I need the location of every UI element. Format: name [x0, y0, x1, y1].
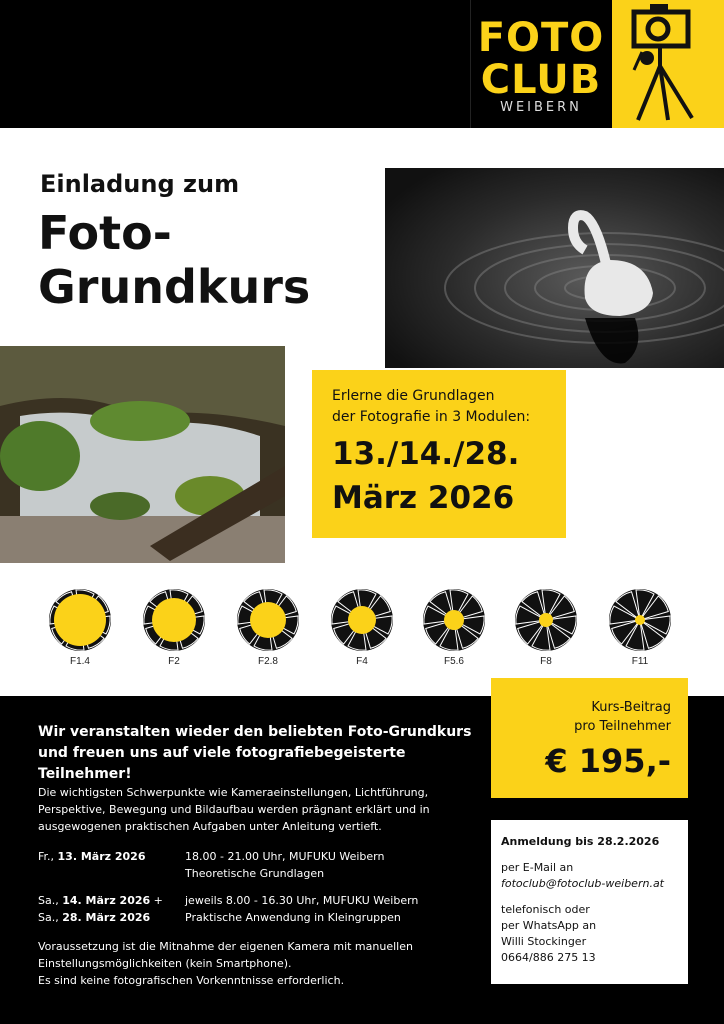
aperture-icon	[142, 588, 206, 652]
registration-phone-line-1: telefonisch oder	[501, 903, 590, 916]
schedule-day-3	[38, 909, 150, 926]
aperture-f11	[608, 588, 672, 667]
aperture-label: F8	[540, 656, 552, 667]
price-label-line-2: pro Teilnehmer	[574, 719, 671, 734]
prereq-line-2: Einstellungsmöglichkeiten (kein Smartphone).	[38, 957, 292, 970]
body-text: Die wichtigsten Schwerpunkte wie Kameraeinstellungen, Lichtführung, Perspektive, Bewegung und Bildaufbau werden prägnant erklärt und in ausgewogenen praktischen Aufgaben unter Anleitung vertieft.	[38, 786, 430, 833]
schedule-day-2-prefix: Sa.,	[38, 894, 63, 907]
price-label-line-1: Kurs-Beitrag	[591, 700, 671, 715]
schedule-day-1-prefix: Fr.,	[38, 850, 58, 863]
waterfall-photo	[0, 346, 285, 563]
aperture-f8	[514, 588, 578, 667]
price-value: € 195,-	[545, 742, 671, 780]
schedule-day-2	[38, 892, 163, 909]
schedule-day-3-prefix: Sa.,	[38, 911, 63, 924]
title-line-2: Grundkurs	[38, 260, 311, 314]
logo-subtitle: WEIBERN	[500, 100, 582, 115]
dates-box	[312, 370, 566, 538]
dates-intro	[332, 386, 562, 428]
registration-phone-line-2: per WhatsApp an	[501, 919, 597, 932]
schedule-day-2-date: 14. März 2026	[62, 894, 151, 907]
invitation-heading: Einladung zum	[40, 170, 240, 198]
schedule-time-2: jeweils 8.00 - 16.30 Uhr, MUFUKU Weibern	[185, 894, 419, 907]
schedule-time-1: 18.00 - 21.00 Uhr, MUFUKU Weibern	[185, 850, 385, 863]
registration-phone: 0664/886 275 13	[501, 951, 596, 964]
registration-box	[491, 820, 688, 984]
logo-camera-figure-icon	[612, 0, 724, 128]
dates-intro-line-1: Erlerne die Grundlagen	[332, 388, 495, 404]
aperture-icon	[330, 588, 394, 652]
prereq-line-3: Es sind keine fotografischen Vorkenntnisse erforderlich.	[38, 974, 345, 987]
title-line-1: Foto-	[38, 206, 172, 260]
aperture-icon	[514, 588, 578, 652]
price-label	[491, 698, 671, 736]
aperture-icon	[236, 588, 300, 652]
aperture-label: F2.8	[257, 656, 278, 667]
registration-deadline: Anmeldung bis 28.2.2026	[501, 835, 660, 848]
page-title	[38, 206, 310, 314]
aperture-icon	[48, 588, 112, 652]
aperture-icon	[422, 588, 486, 652]
aperture-label: F5.6	[443, 656, 464, 667]
schedule-day-1-date: 13. März 2026	[57, 850, 146, 863]
schedule-desc-1: Theoretische Grundlagen	[185, 867, 325, 880]
schedule-day-3-date: 28. März 2026	[62, 911, 151, 924]
prerequisites	[38, 938, 478, 989]
aperture-icon	[608, 588, 672, 652]
aperture-label: F11	[631, 656, 649, 667]
course-dates-line-2: März 2026	[332, 480, 515, 516]
schedule-day-1	[38, 848, 146, 865]
logo-word-foto: FOTO	[477, 15, 605, 61]
aperture-f2	[142, 588, 206, 667]
registration-contact: Willi Stockinger	[501, 935, 587, 948]
prereq-line-1: Voraussetzung ist die Mitnahme der eigenen Kamera mit manuellen	[38, 940, 413, 953]
course-dates-line-1: 13./14./28.	[332, 436, 520, 472]
registration-email-label: per E-Mail an	[501, 861, 574, 874]
schedule-day-2-suffix: +	[150, 894, 163, 907]
aperture-label: F1.4	[69, 656, 90, 667]
dates-intro-line-2: der Fotografie in 3 Modulen:	[332, 409, 531, 425]
aperture-label: F2	[168, 656, 180, 667]
aperture-f2-8	[236, 588, 300, 667]
course-dates	[332, 432, 572, 520]
aperture-label: F4	[356, 656, 368, 667]
swan-photo	[385, 168, 724, 368]
logo	[470, 0, 611, 128]
aperture-f1-4	[48, 588, 112, 667]
schedule-desc-3: Praktische Anwendung in Kleingruppen	[185, 911, 401, 924]
lead-text: Wir veranstalten wieder den beliebten Foto-Grundkurs und freuen uns auf viele fotografiebegeisterte Teilnehmer!	[38, 724, 472, 782]
price-box	[491, 678, 688, 798]
registration-email-link[interactable]: fotoclub@fotoclub-weibern.at	[501, 877, 664, 890]
aperture-f5-6	[422, 588, 486, 667]
aperture-f4	[330, 588, 394, 667]
logo-word-club: CLUB	[480, 57, 602, 103]
